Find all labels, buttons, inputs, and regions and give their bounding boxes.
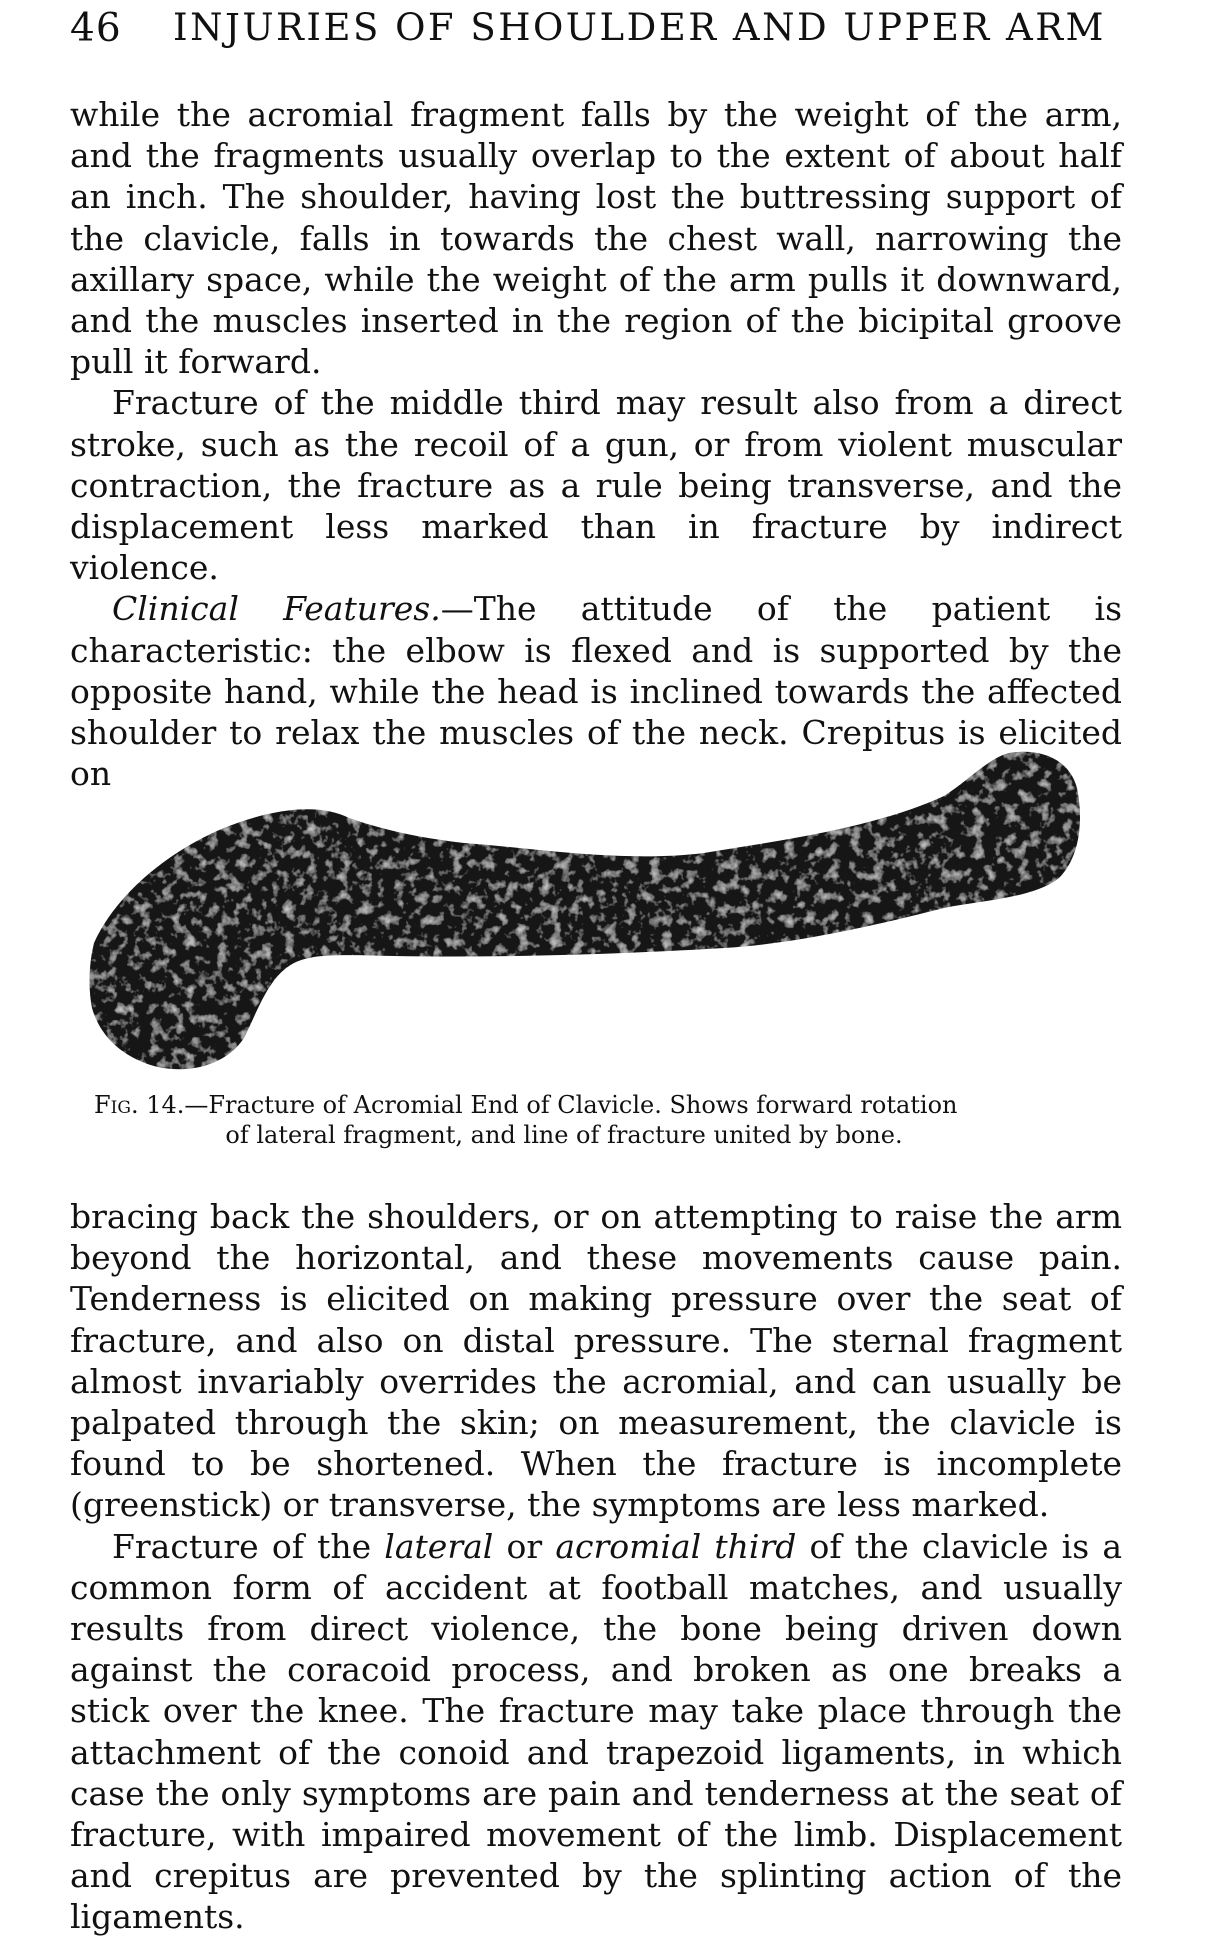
paragraph-continuation: while the acromial fragment falls by the weight of the arm, and the fragments usually overlap to the extent of about half an inch. The shoulder, having lost the buttressing support of the clavicle, falls in towards the chest wall, narrowing the axillary space, while the weight of the arm pulls it downward, and the muscles inserted in the region of the bicipital groove pull it forward. xyxy=(70,95,1122,382)
figure-label: Fig. 14. xyxy=(94,1091,185,1119)
page-number: 46 xyxy=(70,6,122,51)
lateral-lead: Fracture of the xyxy=(112,1526,385,1566)
figure-clavicle-photo xyxy=(84,748,1094,1078)
paragraph-bracing: bracing back the shoulders, or on attempting to raise the arm beyond the horizontal, and these movements cause pain. Tenderness is elicited on making pressure over the seat of fracture, and also on distal pressure. The sternal fragment almost invariably overrides the acromial, and can usually be palpated through the skin; on measurement, the clavicle is found to be shortened. When the fracture is incomplete (greenstick) or transverse, the symptoms are less marked. xyxy=(70,1197,1122,1525)
paragraph-lateral-third xyxy=(70,1526,1122,1938)
clinical-features-heading: Clinical Features. xyxy=(112,589,441,629)
clavicle-bone-image xyxy=(90,752,1080,1069)
text-block-top xyxy=(70,94,1122,794)
caption-text-1: —Fracture of Acromial End of Clavicle. Shows forward rotation xyxy=(184,1091,958,1119)
acromial-third-em: acromial third xyxy=(555,1526,797,1566)
clinical-features-text: —The attitude of the patient is characteristic: the elbow is flexed and is supported by the opposite hand, while the head is inclined towards the affected shoulder to relax the muscles of the neck. Crepitus is elicited on xyxy=(70,589,1123,794)
lateral-em: lateral xyxy=(384,1526,494,1566)
running-head-title: INJURIES OF SHOULDER AND UPPER ARM xyxy=(173,6,1106,49)
lateral-rest: of the clavicle is a common form of accident at football matches, and usually results from direct violence, the bone being driven down against the coracoid process, and broken as one breaks a stick over the knee. The fracture may take place through the attachment of the conoid and trapezoid ligaments, in which case the only symptoms are pain and tenderness at the seat of fracture, with impaired movement of the limb. Displacement and crepitus are prevented by the splinting action of the ligaments. xyxy=(70,1526,1122,1937)
figure-caption xyxy=(94,1090,1094,1150)
caption-line-1 xyxy=(94,1090,1094,1120)
caption-line-2: of lateral fragment, and line of fracture united by bone. xyxy=(225,1121,903,1149)
running-head xyxy=(70,6,1130,54)
lateral-mid: or xyxy=(493,1526,556,1566)
text-block-bottom xyxy=(70,1196,1122,1938)
paragraph-middle-third: Fracture of the middle third may result also from a direct stroke, such as the recoil of a gun, or from violent muscular contraction, the fracture as a rule being transverse, and the displacement less marked than in fracture by indirect violence. xyxy=(70,383,1122,588)
